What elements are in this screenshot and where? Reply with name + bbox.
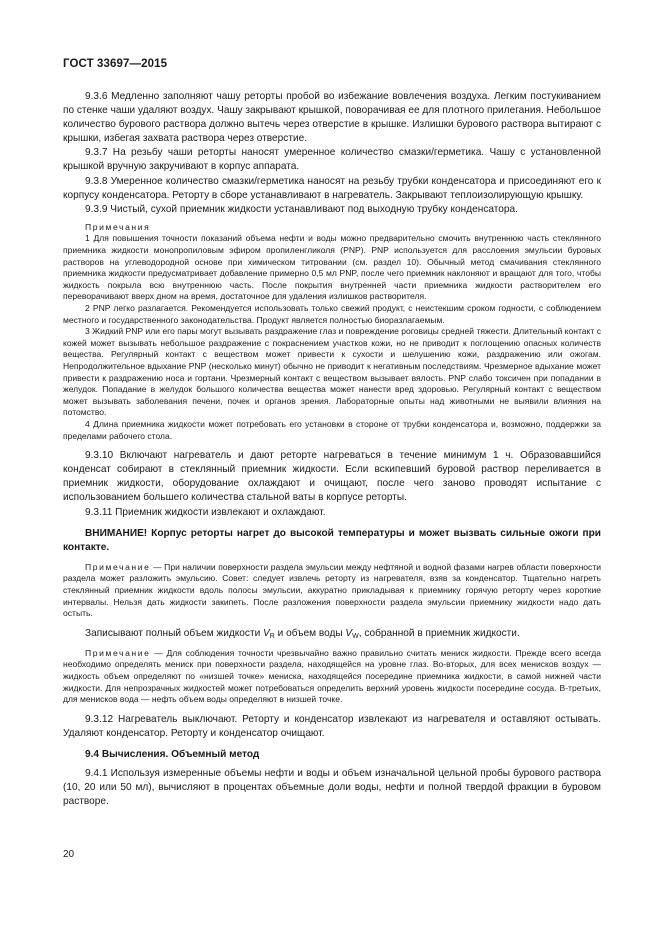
note-emulsion	[63, 562, 601, 620]
note-label-2: Примечание	[85, 647, 151, 658]
note-meniscus	[63, 648, 601, 706]
paragraph-9-3-11: 9.3.11 Приемник жидкости извлекают и охлаждают.	[85, 506, 326, 518]
note-label: Примечание	[85, 561, 151, 572]
var-v-r: V	[263, 627, 270, 639]
note-4: 4 Длина приемника жидкости может потребовать его установки в стороне от трубки конденсатора и, возможно, поддержки за пределами рабочего стола.	[63, 418, 601, 441]
paragraph-9-3-7: 9.3.7 На резьбу чаши реторты наносят умеренное количество смазки/герметика. Чашу с установленной крышкой вручную закручивают в корпус аппарата.	[63, 147, 601, 173]
record-text-b: и объем воды	[274, 627, 346, 639]
paragraph-9-3-8: 9.3.8 Умеренное количество смазки/герметика наносят на резьбу трубки конденсатора и присоединяют его к корпусу конденсатора. Реторту в сборе устанавливают в нагреватель. Закрывают теплоизолирующую крышку.	[63, 175, 601, 201]
page-number: 20	[63, 849, 75, 860]
section-9-4-heading: 9.4 Вычисления. Объемный метод	[85, 749, 260, 760]
paragraph-9-3-9: 9.3.9 Чистый, сухой приемник жидкости устанавливают под выходную трубку конденсатора.	[85, 203, 518, 215]
sub-w: W	[352, 632, 359, 640]
page-content	[63, 90, 601, 809]
var-v-w: V	[345, 627, 353, 639]
note-meniscus-text: — Для соблюдения точности чрезвычайно важно правильно считать мениск жидкости. Прежде всего всегда необходимо определять мениск при поверхности раздела, находящейся на уровне глаз. Во-вторых, для всех менисков воздух — жидкость объем определяют по «низшей точке» мениска, находящейся посередине приемника жидкости, в самой нижней части жидкости. Для непрозрачных жидкостей может потребоваться определить верхний уровень жидкости посередине сосуда. В-третьих, для менисков вода — нефть объем воды определяют в низшей точке.	[63, 647, 602, 705]
sub-r: R	[269, 632, 275, 640]
paragraph-9-3-10: 9.3.10 Включают нагреватель и дают реторте нагреваться в течение минимум 1 ч. Образовавшийся конденсат собирают в стеклянный приемник жидкости. Если вскипевший буровой раствор переливается в приемник жидкости, оборудование охлаждают и очищают, после чего заново проводят испытание с использованием большего количества стальной ваты в корпусе реторты.	[63, 450, 601, 504]
paragraph-9-3-6: 9.3.6 Медленно заполняют чашу реторты пробой во избежание вовлечения воздуха. Легким постукиванием по стенке чаши удаляют воздух. Чашу закрывают крышкой, поворачивая ее для плотного прилегания. Небольшое количество бурового раствора должно вытечь через отверстие в крышке. Излишки бурового раствора вытирают с крышки, избегая захвата раствора через отверстие.	[63, 91, 601, 145]
note-3: 3 Жидкий PNP или его пары могут вызывать раздражение глаз и повреждение роговицы средней тяжести. Длительный контакт с кожей может вызывать небольшое раздражение с покраснением участков кожи, но не приводит к поглощению опасных количеств вещества. Регулярный контакт с веществом может привести к сухости и шелушению кожи, раздражению или ожогам. Непродолжительное вдыхание PNP (несколько минут) обычно не приводит к негативным последствиям. Чрезмерное вдыхание может привести к раздражению носа и гортани. Чрезмерный контакт с веществом вызывает вялость. PNP слабо токсичен при попадании в желудок. Попадание в желудок большого количества вещества может нанести вред здоровью. Регулярный контакт с веществом может вызывать заболевания печени, почек и органов зрения. Лабораторные опыты над животными не выявили влияния на потомство.	[63, 326, 601, 418]
note-1: 1 Для повышения точности показаний объема нефти и воды можно предварительно смочить внутреннюю часть стеклянного приемника жидкости монопропиловым эфиром пропиленгликоля (PNP). PNP используется для расслоения эмульсии буровых растворов на углеводородной основе при химическом титровании (см. раздел 10). Обычный метод смачивания стеклянного приемника жидкости предусматривает добавление примерно 0,5 мл PNP, после чего приемник наклоняют и вращают для того, чтобы жидкость покрыла всю внутреннюю часть. После покрытия внутренней части приемника жидкости растворителем его переворачивают вверх дном на время, достаточное для удаления излишков растворителя.	[63, 233, 601, 302]
note-emulsion-text: — При наличии поверхности раздела эмульсии между нефтяной и водной фазами нагрев области поверхности раздела может разложить эмульсию. Совет: следует извлечь реторту из нагревателя, взяв за конденсатор. Тщательно нагреть стеклянный приемник жидкости вдоль полосы эмульсии, аккуратно прикладывая к приемнику горячую реторту через короткие интервалы. Нельзя дать жидкости закипеть. После разложения поверхности раздела эмульсии приемнику жидкости надо дать остыть.	[63, 561, 602, 619]
record-volumes	[63, 627, 601, 641]
paragraph-9-3-12: 9.3.12 Нагреватель выключают. Реторту и конденсатор извлекают из нагревателя и оставляют остывать. Удаляют конденсатор. Реторту и конденсатор очищают.	[63, 713, 601, 739]
standard-header: ГОСТ 33697—2015	[63, 58, 168, 70]
record-text-c: , собранной в приемник жидкости.	[358, 627, 520, 639]
warning-text: ВНИМАНИЕ! Корпус реторты нагрет до высокой температуры и может вызвать сильные ожоги при контакте.	[63, 527, 601, 553]
notes-heading: Примечания	[85, 221, 151, 232]
record-text-a: Записывают полный объем жидкости	[85, 627, 264, 639]
note-2: 2 PNP легко разлагается. Рекомендуется использовать только свежий продукт, с неистекшим сроком годности, с соблюдением местного и государственного законодательства. Продукт является полностью биоразлагаемым.	[63, 303, 601, 325]
paragraph-9-4-1: 9.4.1 Используя измеренные объемы нефти и воды и объем изначальной цельной пробы бурового раствора (10, 20 или 50 мл), вычисляют в процентах объемные доли воды, нефти и полной твердой фракции в буровом растворе.	[63, 768, 601, 808]
